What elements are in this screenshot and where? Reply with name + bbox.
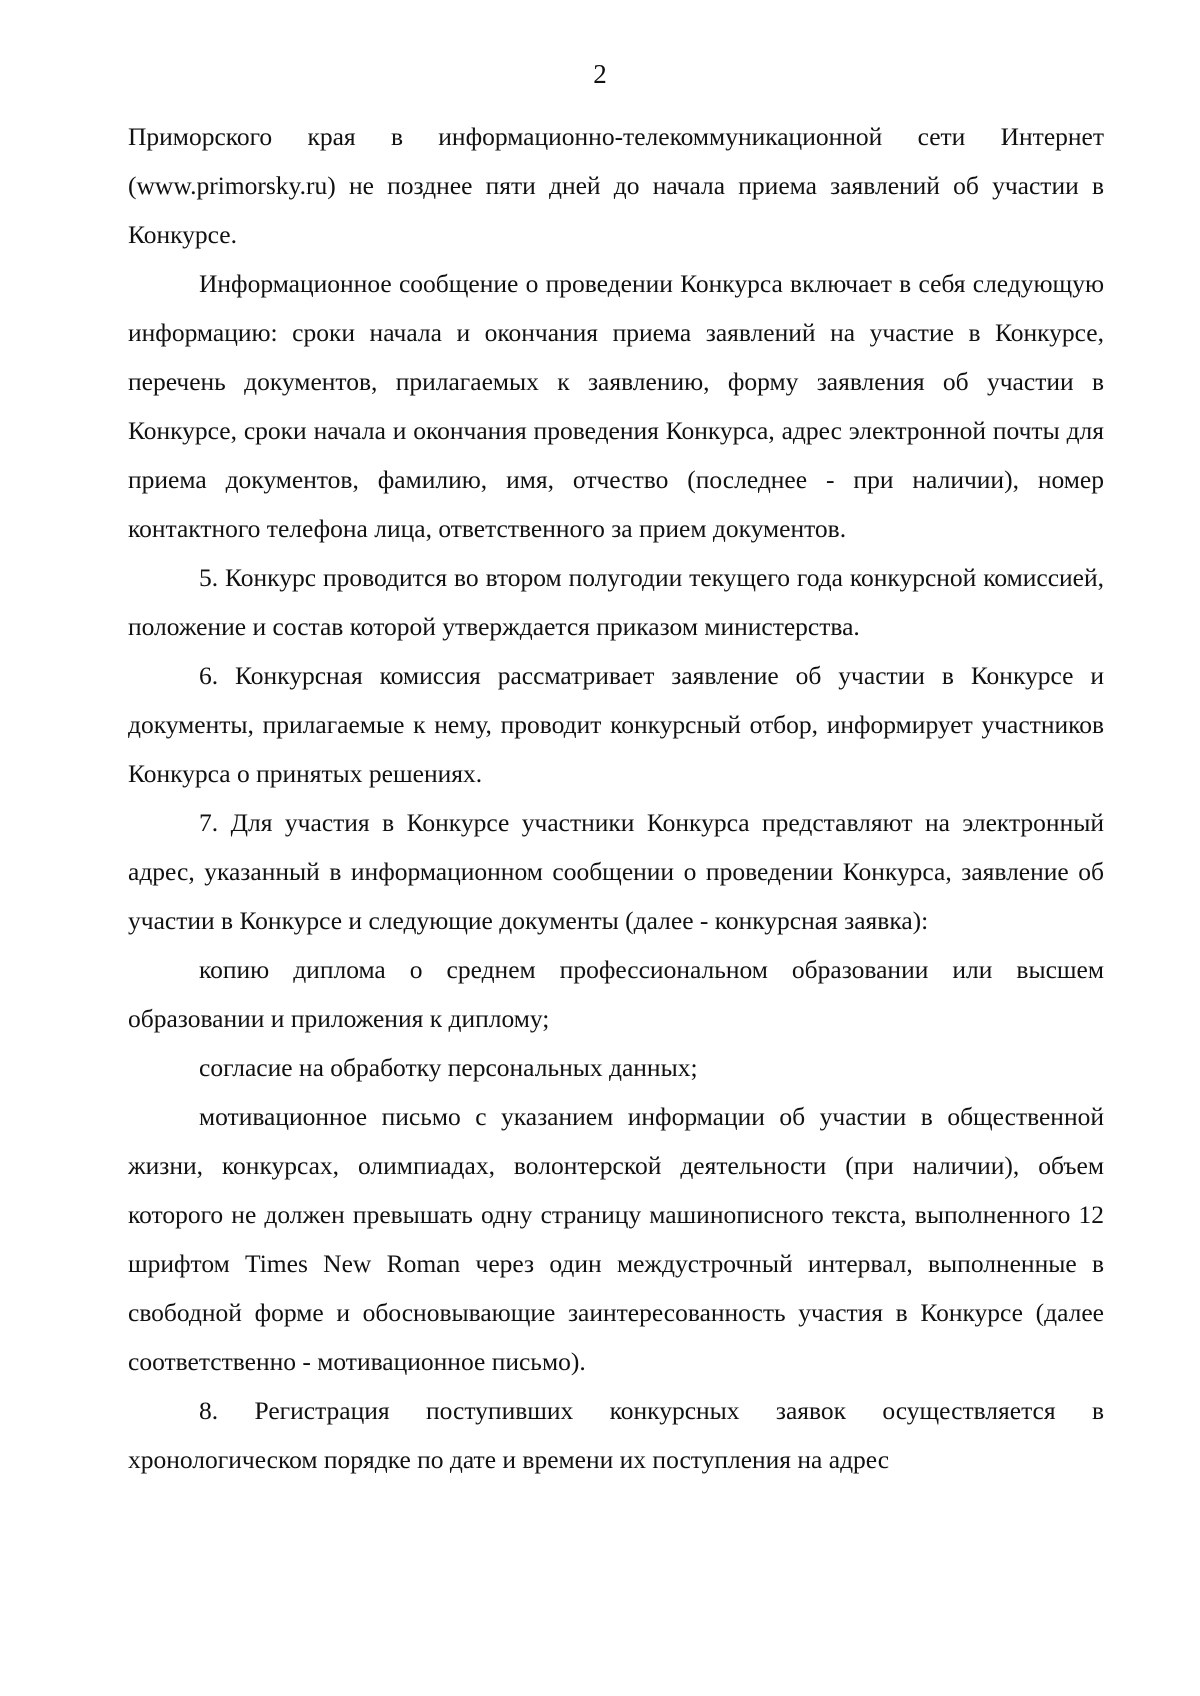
paragraph-info-message: Информационное сообщение о проведении Конкурса включает в себя следующую информацию: сроки начала и окончания приема заявлений на участие в Конкурсе, перечень документов, прилагаемых к заявлению, форму заявления об участии в Конкурсе, сроки начала и окончания проведения Конкурса, адрес электронной почты для приема документов, фамилию, имя, отчество (последнее - при наличии), номер контактного телефона лица, ответственного за прием документов. (128, 269, 1104, 543)
page-number: 2 (593, 59, 607, 89)
document-body (128, 112, 1104, 1484)
paragraph-consent: согласие на обработку персональных данных; (199, 1053, 698, 1082)
paragraph-motivation-letter: мотивационное письмо с указанием информации об участии в общественной жизни, конкурсах, олимпиадах, волонтерской деятельности (при наличии), объем которого не должен превышать одну страницу машинописного текста, выполненного 12 шрифтом Times New Roman через один междустрочный интервал, выполненные в свободной форме и обосновывающие заинтересованность участия в Конкурсе (далее соответственно - мотивационное письмо). (128, 1102, 1104, 1376)
paragraph-item-6: 6. Конкурсная комиссия рассматривает заявление об участии в Конкурсе и документы, прилагаемые к нему, проводит конкурсный отбор, информирует участников Конкурса о принятых решениях. (128, 661, 1104, 788)
paragraph-item-8: 8. Регистрация поступивших конкурсных заявок осуществляется в хронологическом порядке по дате и времени их поступления на адрес (128, 1396, 1104, 1474)
paragraph-item-7: 7. Для участия в Конкурсе участники Конкурса представляют на электронный адрес, указанный в информационном сообщении о проведении Конкурса, заявление об участии в Конкурсе и следующие документы (далее - конкурсная заявка): (128, 808, 1104, 935)
paragraph-item-5: 5. Конкурс проводится во втором полугодии текущего года конкурсной комиссией, положение и состав которой утверждается приказом министерства. (128, 563, 1104, 641)
paragraph-diploma-copy: копию диплома о среднем профессиональном образовании или высшем образовании и приложения к диплому; (128, 955, 1104, 1033)
paragraph-continuation: Приморского края в информационно-телекоммуникационной сети Интернет (www.primorsky.ru) не позднее пяти дней до начала приема заявлений об участии в Конкурсе. (128, 122, 1104, 249)
